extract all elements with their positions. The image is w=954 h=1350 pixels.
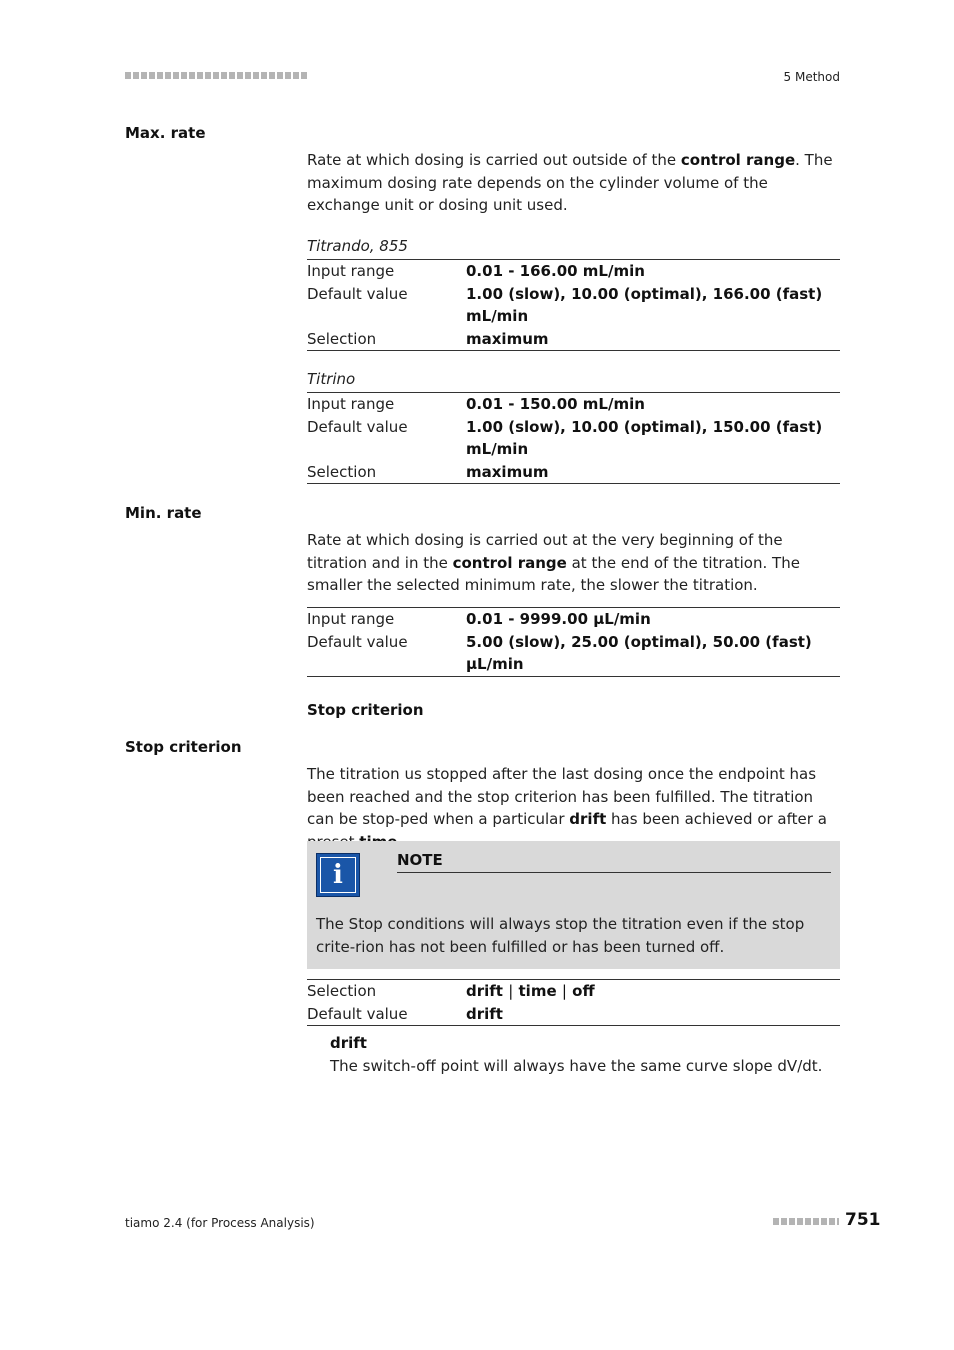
max-rate-titrino-table bbox=[307, 392, 840, 484]
header-decoration bbox=[125, 72, 307, 79]
row-value: 0.01 - 9999.00 µL/min bbox=[466, 610, 651, 628]
row-value: 5.00 (slow), 25.00 (optimal), 50.00 (fast) µL/min bbox=[466, 632, 812, 673]
table-row bbox=[307, 416, 840, 461]
row-key: Default value bbox=[307, 417, 408, 436]
note-box bbox=[307, 841, 840, 969]
stop-criterion-description: The titration us stopped after the last dosing once the endpoint has been reached and the stop criterion has been fulfilled. The titration can be stop-ped when a particular drift has been achieved or after a bbox=[307, 765, 827, 828]
row-key: Default value bbox=[307, 632, 408, 651]
row-value: 1.00 (slow), 10.00 (optimal), 166.00 (fast) mL/min bbox=[466, 284, 823, 325]
stop-criterion-section-heading: Stop criterion bbox=[307, 701, 424, 719]
titrando-device-label: Titrando, 855 bbox=[307, 237, 408, 255]
row-value: maximum bbox=[466, 329, 549, 348]
titrino-device-label: Titrino bbox=[307, 370, 356, 388]
stop-criterion-label: Stop criterion bbox=[125, 738, 242, 756]
table-row bbox=[307, 283, 840, 328]
option-name-drift: drift bbox=[330, 1034, 367, 1052]
table-row bbox=[307, 980, 840, 1003]
row-value: drift bbox=[466, 1004, 503, 1023]
row-key: Selection bbox=[307, 329, 377, 348]
footer-decoration bbox=[773, 1218, 839, 1225]
min-rate-label: Min. rate bbox=[125, 504, 202, 522]
note-title: NOTE bbox=[397, 851, 831, 873]
table-row bbox=[307, 461, 840, 484]
footer-product: tiamo 2.4 (for Process Analysis) bbox=[125, 1216, 315, 1230]
row-value: maximum bbox=[466, 462, 549, 481]
row-value: 0.01 - 150.00 mL/min bbox=[466, 395, 645, 413]
row-key: Default value bbox=[307, 1004, 408, 1023]
row-key: Input range bbox=[307, 395, 395, 413]
table-row bbox=[307, 631, 840, 676]
row-value: 1.00 (slow), 10.00 (optimal), 150.00 (fast) mL/min bbox=[466, 417, 823, 458]
row-value: drift | time | off bbox=[466, 982, 595, 1000]
row-key: Default value bbox=[307, 284, 408, 303]
info-icon: i bbox=[316, 853, 360, 897]
max-rate-description: Rate at which dosing is carried out outside of the control range. The maximum dosing rate depends on the cylinder volume of the exchange unit or dosing unit used. bbox=[307, 151, 833, 214]
table-row bbox=[307, 328, 840, 351]
table-row bbox=[307, 393, 840, 416]
note-text: The Stop conditions will always stop the titration even if the stop crite-rion has not been fulfilled or has been turned off. bbox=[316, 915, 805, 956]
row-key: Input range bbox=[307, 262, 395, 280]
option-description-drift: The switch-off point will always have the same curve slope dV/dt. bbox=[330, 1057, 823, 1075]
row-key: Input range bbox=[307, 610, 395, 628]
row-key: Selection bbox=[307, 462, 377, 481]
row-key: Selection bbox=[307, 982, 377, 1000]
stop-criterion-table bbox=[307, 979, 840, 1026]
max-rate-label: Max. rate bbox=[125, 124, 206, 142]
min-rate-table bbox=[307, 607, 840, 677]
row-value: 0.01 - 166.00 mL/min bbox=[466, 262, 645, 280]
page-number: 751 bbox=[845, 1210, 881, 1230]
table-row bbox=[307, 260, 840, 283]
table-row bbox=[307, 1003, 840, 1026]
max-rate-titrando-table bbox=[307, 259, 840, 351]
header-section-title: 5 Method bbox=[783, 70, 840, 84]
min-rate-description: Rate at which dosing is carried out at the very beginning of the titration and in the control range at the end of the titration. The smaller the selected minimum rate, the slower the titration. bbox=[307, 531, 800, 594]
table-row bbox=[307, 608, 840, 631]
